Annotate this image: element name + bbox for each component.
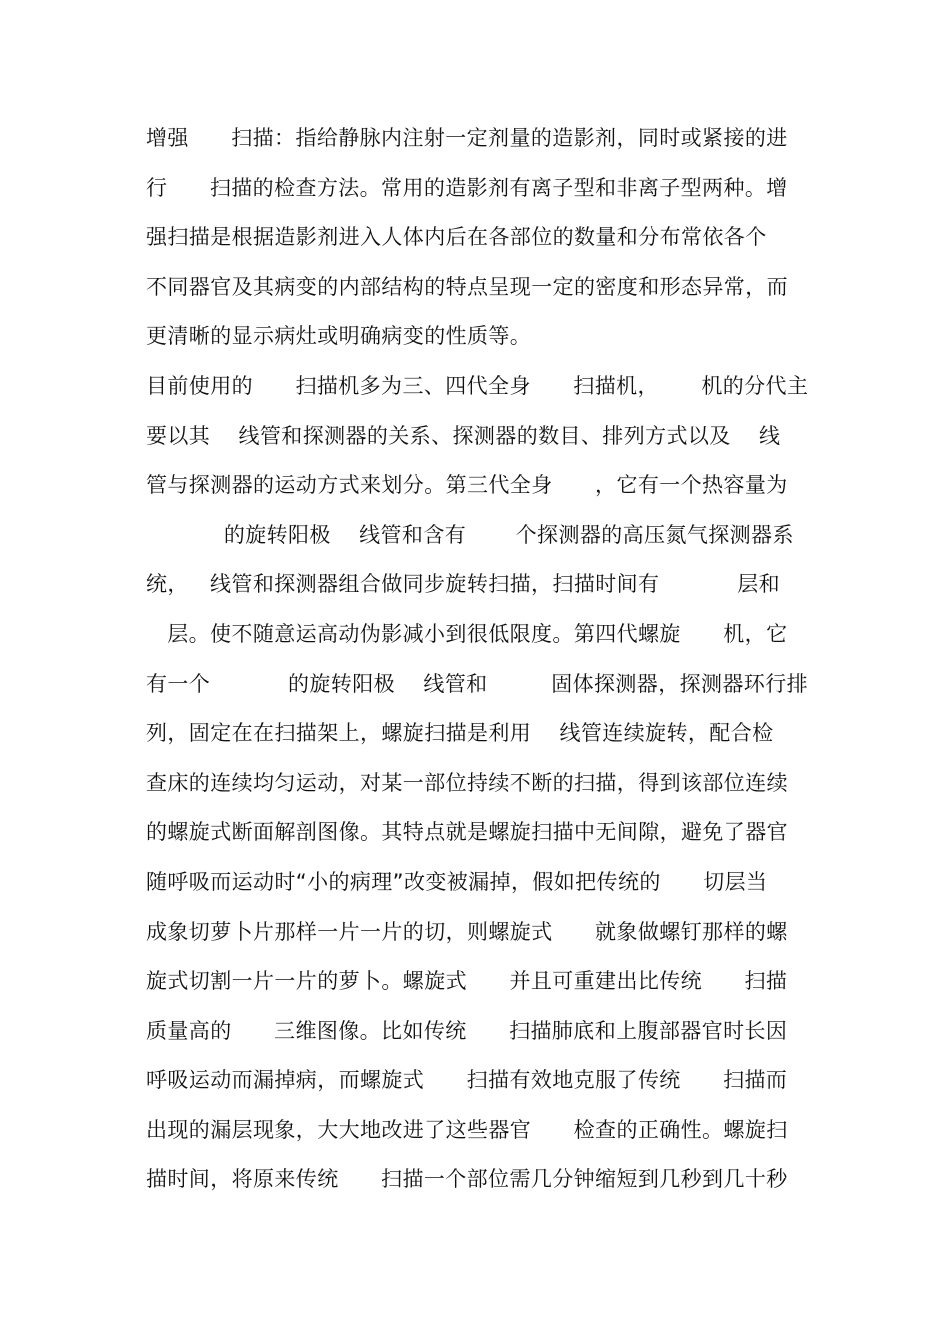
text-line: 不同器官及其病变的内部结构的特点呈现一定的密度和形态异常，而 — [146, 274, 788, 299]
document-body — [146, 114, 826, 1205]
text-line: 查床的连续均匀运动，对某一部位持续不断的扫描，得到该部位连续 — [146, 770, 788, 795]
text-line: 统， 线管和探测器组合做同步旋转扫描，扫描时间有 层和 — [146, 572, 781, 597]
text-line: 行 扫描的检查方法。常用的造影剂有离子型和非离子型两种。增 — [146, 175, 788, 200]
text-line: 出现的漏层现象，大大地改进了这些器官 检查的正确性。螺旋扫 — [146, 1117, 788, 1142]
paragraph-enhanced-scan — [146, 114, 826, 362]
text-line: 呼吸运动而漏掉病，而螺旋式 扫描有效地克服了传统 扫描而 — [146, 1068, 788, 1093]
text-line: 的螺旋式断面解剖图像。其特点就是螺旋扫描中无间隙，避免了器官 — [146, 820, 788, 845]
text-line: 的旋转阳极 线管和含有 个探测器的高压氮气探测器系 — [146, 522, 794, 547]
text-line: 描时间，将原来传统 扫描一个部位需几分钟缩短到几秒到几十秒 — [146, 1167, 788, 1192]
text-line: 管与探测器的运动方式来划分。第三代全身 ，它有一个热容量为 — [146, 473, 788, 498]
text-line: 旋式切割一片一片的萝卜。螺旋式 并且可重建出比传统 扫描 — [146, 969, 788, 994]
text-line: 有一个 的旋转阳极 线管和 固体探测器，探测器环行排 — [146, 671, 809, 696]
text-line: 列，固定在在扫描架上，螺旋扫描是利用 线管连续旋转，配合检 — [146, 721, 774, 746]
text-line: 强扫描是根据造影剂进入人体内后在各部位的数量和分布常依各个 — [146, 225, 767, 250]
text-line: 目前使用的 扫描机多为三、四代全身 扫描机， 机的分代主 — [146, 373, 809, 398]
text-line: 层。使不随意运高动伪影减小到很低限度。第四代螺旋 机，它 — [146, 621, 788, 646]
text-line: 质量高的 三维图像。比如传统 扫描肺底和上腹部器官时长因 — [146, 1018, 788, 1043]
text-line: 增强 扫描：指给静脉内注射一定剂量的造影剂，同时或紧接的进 — [146, 126, 788, 150]
text-line: 随呼吸而运动时“小的病理”改变被漏掉，假如把传统的 切层当 — [146, 869, 768, 894]
paragraph-scanner-generations — [146, 362, 826, 1205]
text-line: 更清晰的显示病灶或明确病变的性质等。 — [146, 324, 532, 349]
text-line: 成象切萝卜片那样一片一片的切，则螺旋式 就象做螺钉那样的螺 — [146, 919, 788, 944]
text-line: 要以其 线管和探测器的关系、探测器的数目、排列方式以及 线 — [146, 423, 781, 448]
